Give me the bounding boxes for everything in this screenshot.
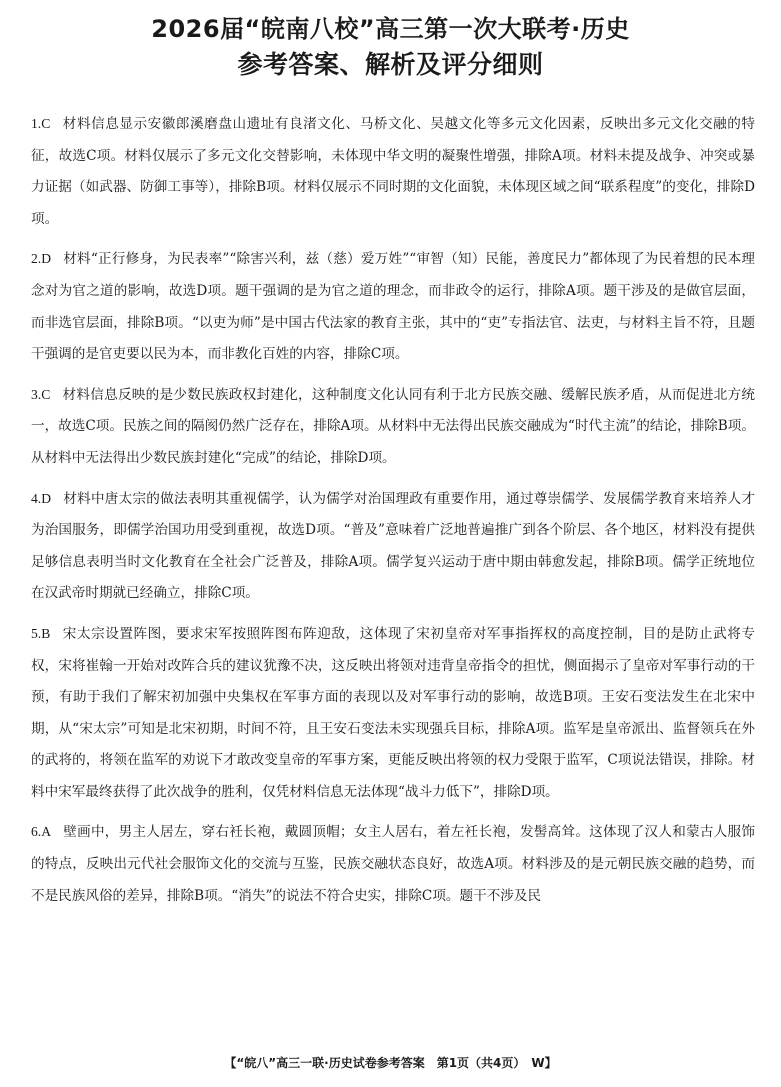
answer-number: 5.B bbox=[31, 625, 51, 641]
answer-item-6 bbox=[31, 816, 755, 912]
answer-text: 材料中唐太宗的做法表明其重视儒学，认为儒学对治国理政有重要作用，通过尊崇儒学、发展儒学教育来培养人才为治国服务，即儒学治国功用受到重视，故选D项。“普及”意味着广泛地普遍推广到各个阶层、各个地区，材料没有提供足够信息表明当时文化教育在全社会广泛普及，排除A项。儒学复兴运动于唐中期由韩愈发起，排除B项。儒学正统地位在汉武帝时期就已经确立，排除C项。 bbox=[31, 490, 755, 602]
answer-text: 壁画中，男主人居左，穿右衽长袍，戴圆顶帽；女主人居右，着左衽长袍，发髻高耸。这体现了汉人和蒙古人服饰的特点，反映出元代社会服饰文化的交流与互鉴，民族交融状态良好，故选A项。材料涉及的是元朝民族交融的趋势，而不是民族风俗的差异，排除B项。“消失”的说法不符合史实，排除C项。题干不涉及民 bbox=[31, 824, 755, 904]
answer-text: 材料信息显示安徽郎溪磨盘山遗址有良渚文化、马桥文化、吴越文化等多元文化因素，反映出多元文化交融的特征，故选C项。材料仅展示了多元文化交替影响，未体现中华文明的凝聚性增强，排除A项。材料未提及战争、冲突或暴力证据（如武器、防御工事等），排除B项。材料仅展示不同时期的文化面貌，未体现区域之间“联系程度”的变化，排除D项。 bbox=[31, 116, 755, 227]
answer-number: 4.D bbox=[31, 490, 52, 506]
answer-item-4 bbox=[31, 483, 755, 610]
answer-item-1 bbox=[31, 108, 755, 235]
page-title: 2026届“皖南八校”高三第一次大联考·历史 bbox=[151, 15, 630, 43]
answer-number: 3.C bbox=[31, 386, 51, 402]
answer-number: 2.D bbox=[31, 251, 52, 267]
answer-number: 1.C bbox=[31, 116, 51, 131]
answer-list bbox=[31, 108, 755, 912]
answer-item-3 bbox=[31, 379, 755, 475]
answer-item-5 bbox=[31, 618, 755, 809]
answer-text: 宋太宗设置阵图，要求宋军按照阵图布阵迎敌，这体现了宋初皇帝对军事指挥权的高度控制，目的是防止武将专权，宋将崔翰一开始对改阵合兵的建议犹豫不决，这反映出将领对违背皇帝指令的担忧，侧面揭示了皇帝对军事行动的干预，有助于我们了解宋初加强中央集权在军事方面的表现以及对军事行动的影响，故选B项。王安石变法发生在北宋中期，从“宋太宗”可知是北宋初期，时间不符，且王安石变法未实现强兵目标，排除A项。监军是皇帝派出、监督领兵在外的武将的，将领在监军的劝说下才敢改变皇帝的军事方案，更能反映出将领的权力受限于监军，C项说法错误，排除。材料中宋军最终获得了此次战争的胜利，仅凭材料信息无法体现“战斗力低下”，排除D项。 bbox=[31, 625, 755, 800]
page-footer: 【“皖八”高三一联·历史试卷参考答案 第1页（共4页） W】 bbox=[224, 1056, 557, 1070]
answer-item-2 bbox=[31, 243, 755, 370]
answer-text: 材料信息反映的是少数民族政权封建化，这种制度文化认同有利于北方民族交融、缓解民族矛盾，从而促进北方统一，故选C项。民族之间的隔阂仍然广泛存在，排除A项。从材料中无法得出民族交融成为“时代主流”的结论，排除B项。从材料中无法得出少数民族封建化“完成”的结论，排除D项。 bbox=[31, 386, 755, 466]
answer-number: 6.A bbox=[31, 824, 52, 840]
answer-text: 材料“正行修身，为民表率”“除害兴利，兹（慈）爱万姓”“审智（知）民能，善度民力”都体现了为民着想的民本理念对为官之道的影响，故选D项。题干强调的是为官之道的理念，而非政令的运行，排除A项。题干涉及的是做官层面，而非选官层面，排除B项。“以吏为师”是中国古代法家的教育主张，其中的“吏”专指法官、法吏，与材料主旨不符，且题干强调的是官吏要以民为本，而非教化百姓的内容，排除C项。 bbox=[31, 251, 755, 363]
page-subtitle: 参考答案、解析及评分细则 bbox=[237, 50, 544, 79]
